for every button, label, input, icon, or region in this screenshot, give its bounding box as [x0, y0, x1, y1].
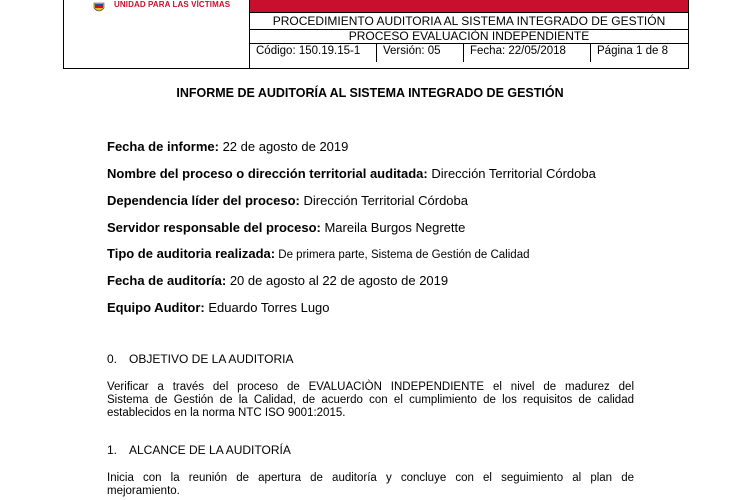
field-value: Mareila Burgos Negrette [320, 220, 466, 235]
document-meta-row [250, 44, 688, 62]
page-cell: Página 1 de 8 [597, 45, 668, 57]
paragraph-line: Sistema de Gestión de la Calidad, de acuerdo con el cumplimiento de los requisitos de calidad [107, 394, 634, 406]
paragraph-line: mejoramiento. [107, 485, 180, 497]
section-title: ALCANCE DE LA AUDITORÍA [129, 443, 291, 457]
field-value: Dirección Territorial Córdoba [299, 193, 468, 208]
process-name: PROCESO EVALUACIÒN INDEPENDIENTE [250, 30, 688, 44]
field-report-date [107, 139, 348, 154]
field-process-name [107, 166, 596, 181]
field-audit-date [107, 273, 448, 288]
date-cell: Fecha: 22/05/2018 [464, 44, 591, 62]
field-label: Fecha de auditoría: [107, 273, 227, 288]
field-audit-team [107, 300, 330, 315]
section-heading-scope [107, 443, 291, 457]
section-number: 0. [107, 352, 118, 366]
field-label: Tipo de auditoria realizada: [107, 246, 276, 261]
procedure-title: PROCEDIMIENTO AUDITORIA AL SISTEMA INTEGRADO DE GESTIÓN [250, 13, 688, 30]
field-value: Dirección Territorial Córdoba [427, 166, 596, 181]
field-label: Nombre del proceso o dirección territorial auditada: [107, 166, 428, 181]
field-responsible [107, 220, 465, 235]
document-header [63, 0, 689, 69]
version-cell: Versión: 05 [377, 44, 464, 62]
section-title: OBJETIVO DE LA AUDITORIA [129, 352, 294, 366]
field-lead-dependency [107, 193, 468, 208]
logo-cell [64, 0, 250, 68]
section-number: 1. [107, 443, 118, 457]
field-value: Eduardo Torres Lugo [204, 300, 330, 315]
paragraph-line: establecidos en la norma NTC ISO 9001:2015. [107, 407, 346, 419]
section-body-scope [107, 472, 634, 498]
code-cell: Código: 150.19.15-1 [250, 44, 377, 62]
section-heading-objective [107, 352, 294, 366]
field-audit-type [107, 246, 529, 261]
paragraph-line: Verificar a través del proceso de EVALUACIÒN INDEPENDIENTE el nivel de madurez del [107, 381, 634, 393]
logo-text: UNIDAD PARA LAS VÍCTIMAS [114, 0, 231, 9]
crest-icon [92, 2, 106, 14]
report-title: INFORME DE AUDITORÍA AL SISTEMA INTEGRADO DE GESTIÓN [176, 86, 564, 100]
header-info [250, 0, 688, 68]
section-body-objective [107, 381, 634, 420]
field-value: 20 de agosto al 22 de agosto de 2019 [226, 273, 449, 288]
field-label: Servidor responsable del proceso: [107, 220, 321, 235]
field-label: Dependencia líder del proceso: [107, 193, 300, 208]
field-value: De primera parte, Sistema de Gestión de Calidad [275, 249, 530, 261]
field-label: Fecha de informe: [107, 139, 219, 154]
field-label: Equipo Auditor: [107, 300, 205, 315]
paragraph-line: Inicia con la reunión de apertura de auditoría y concluye con el seguimiento al plan de [107, 472, 634, 484]
field-value: 22 de agosto de 2019 [218, 139, 349, 154]
brand-bar [250, 0, 688, 13]
